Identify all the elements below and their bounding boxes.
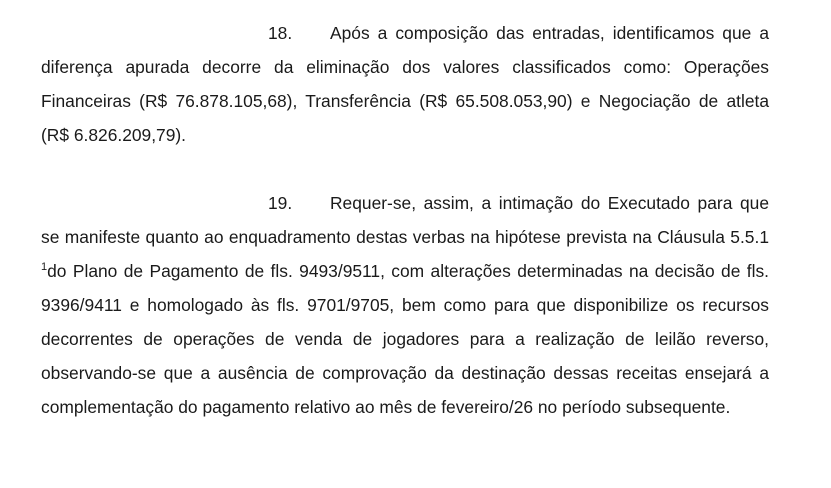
paragraph-number: 18. xyxy=(268,23,293,43)
paragraph-text: Após a composição das entradas, identificamos que a diferença apurada decorre da eliminação dos valores classificados como: Operações Financeiras (R$ 76.878.105,68), Transferência (R$ 65.508.053,90) e Negociação de atleta (R$ 6.826.209,79). xyxy=(41,23,769,145)
footnote-reference[interactable]: 1 xyxy=(41,261,48,273)
paragraph-number: 19. xyxy=(268,193,293,213)
paragraph-text-part2: do Plano de Pagamento de fls. 9493/9511, com alterações determinadas na decisão de fls. 9396/9411 e homologado às fls. 9701/9705, bem como para que disponibilize os recursos decorrentes de operações de venda de jogadores para a realização de leilão reverso, observando-se que a ausência de comprovação da destinação dessas receitas ensejará a complementação do pagamento relativo ao mês de fevereiro/26 no período subsequente. xyxy=(41,261,769,417)
paragraph-18 xyxy=(41,16,769,152)
paragraph-19 xyxy=(41,186,769,424)
paragraph-text-part1: Requer-se, assim, a intimação do Executado para que se manifeste quanto ao enquadramento destas verbas na hipótese prevista na Cláusula 5.5.1 xyxy=(41,193,769,247)
document-page xyxy=(41,16,769,424)
